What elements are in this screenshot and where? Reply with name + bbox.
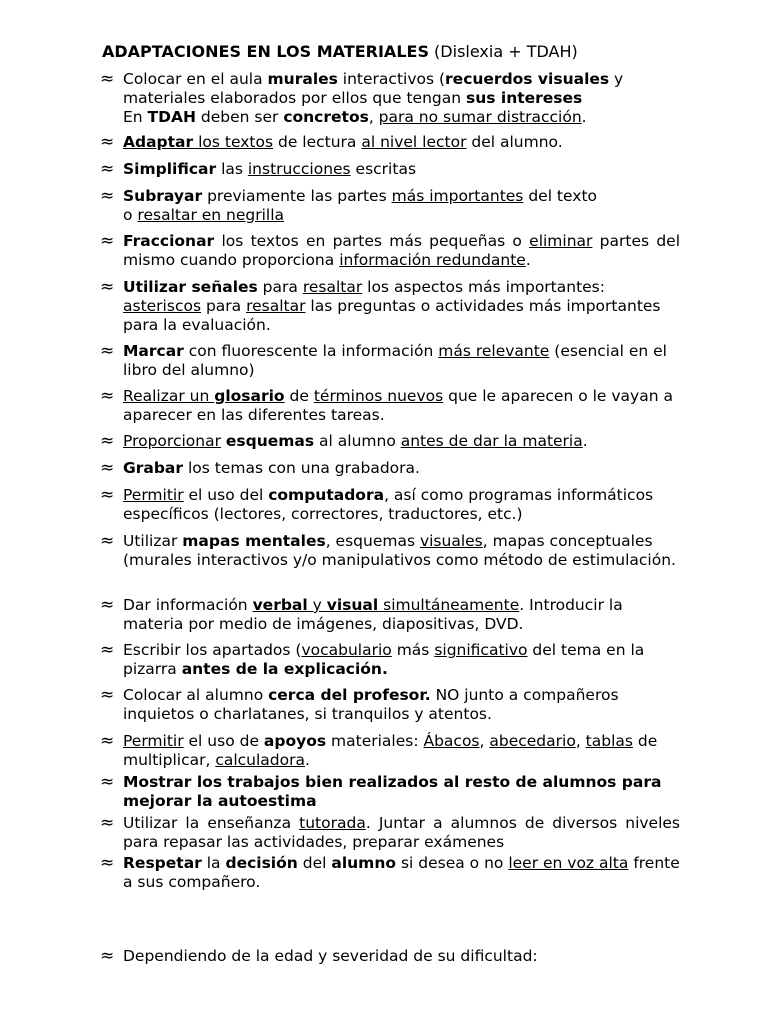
text-run: y materiales elaborados por ellos que tengan [123, 70, 624, 107]
text-run: Colocar en el aula [123, 70, 268, 88]
text-run: Colocar al alumno [123, 686, 269, 704]
text-run: TDAH [147, 108, 196, 126]
text-run: Ábacos [423, 732, 480, 750]
text-run: . [582, 432, 588, 450]
text-run: partes del mismo cuando proporciona [123, 232, 680, 269]
list-item [100, 432, 680, 451]
text-run: los temas con una grabadora. [183, 459, 420, 477]
text-run: más relevante [438, 342, 550, 360]
text-run: . [581, 108, 587, 126]
text-run: tablas [585, 732, 633, 750]
text-run: computadora [268, 486, 385, 504]
text-run: esquemas [225, 432, 315, 450]
text-run: concretos [283, 108, 369, 126]
approx-bullet-icon: ≈ [100, 946, 115, 966]
text-run: resaltar [246, 297, 306, 315]
text-run: materiales: [326, 732, 424, 750]
list-item [100, 160, 680, 179]
text-run: del [297, 854, 332, 872]
text-run: alumno [331, 854, 397, 872]
list-item [100, 596, 680, 634]
text-run: Grabar [123, 459, 184, 477]
text-run: , [368, 108, 379, 126]
text-run: sus intereses [466, 89, 583, 107]
text-run: más [391, 641, 435, 659]
text-run: murales [267, 70, 338, 88]
text-run: más importantes [391, 187, 524, 205]
text-run: escritas [350, 160, 417, 178]
text-run: leer en voz alta [508, 854, 629, 872]
list-item-text [123, 232, 680, 270]
list-item [100, 641, 680, 679]
approx-bullet-icon: ≈ [100, 69, 115, 89]
list-item [100, 732, 680, 770]
list-item-text [123, 70, 680, 127]
approx-bullet-icon: ≈ [100, 772, 115, 792]
approx-bullet-icon: ≈ [100, 277, 115, 297]
list-item [100, 486, 680, 524]
text-run: las preguntas o actividades más importantes para la evaluación. [123, 297, 661, 334]
text-run: Fraccionar [123, 232, 215, 250]
text-run: para [257, 278, 303, 296]
approx-bullet-icon: ≈ [100, 431, 115, 451]
list-item-text [123, 387, 680, 425]
text-run: la [201, 854, 226, 872]
text-run: calculadora [215, 751, 305, 769]
text-run: y [307, 596, 327, 614]
text-run: recuerdos visuales [445, 70, 610, 88]
list-item [100, 133, 680, 152]
list-item [100, 773, 680, 811]
text-run: apoyos [263, 732, 327, 750]
text-run: visual [326, 596, 379, 614]
approx-bullet-icon: ≈ [100, 640, 115, 660]
text-run: , así como programas informáticos específicos (lectores, correctores, traductores, etc.) [123, 486, 654, 523]
list-item-text [123, 342, 680, 380]
text-run: resaltar [302, 278, 363, 296]
text-run: Adaptar [123, 133, 194, 151]
text-run: . [525, 251, 531, 269]
text-run: el uso del [183, 486, 269, 504]
list-item [100, 232, 680, 270]
text-run: Permitir [123, 486, 184, 504]
text-run: asteriscos [123, 297, 202, 315]
list-item-text [123, 133, 680, 152]
text-run: Utilizar la enseñanza [123, 814, 300, 832]
text-run: si desea o no [396, 854, 509, 872]
list-item [100, 947, 680, 966]
text-run: Utilizar [123, 532, 183, 550]
text-run: vocabulario [301, 641, 392, 659]
text-run: , [575, 732, 586, 750]
text-run: al nivel lector [361, 133, 467, 151]
list-item-text [123, 947, 680, 966]
text-run: Dar información [123, 596, 253, 614]
text-run: tutorada [299, 814, 366, 832]
list-item-text [123, 187, 680, 225]
text-run: para no sumar distracción [378, 108, 582, 126]
list-item-text [123, 732, 680, 770]
list-item-text [123, 160, 680, 179]
text-run: Marcar [123, 342, 184, 360]
approx-bullet-icon: ≈ [100, 485, 115, 505]
text-run: información redundante [339, 251, 526, 269]
document-title [102, 42, 578, 61]
approx-bullet-icon: ≈ [100, 341, 115, 361]
list-item [100, 278, 680, 335]
text-run: , mapas conceptuales (murales interactivos y/o manipulativos como método de estimulación. [123, 532, 676, 569]
approx-bullet-icon: ≈ [100, 159, 115, 179]
text-run: de multiplicar, [123, 732, 658, 769]
text-run: previamente las partes [202, 187, 392, 205]
text-run: o [123, 206, 138, 224]
title-sub: (Dislexia + TDAH) [428, 42, 578, 61]
approx-bullet-icon: ≈ [100, 132, 115, 152]
text-run: (esencial en el libro del alumno) [123, 342, 667, 379]
text-run: simultáneamente [378, 596, 520, 614]
list-item-text [123, 596, 680, 634]
text-run: los aspectos más importantes: [362, 278, 605, 296]
list-item [100, 342, 680, 380]
list-item-text [123, 686, 680, 724]
text-run: Proporcionar [123, 432, 221, 450]
text-run: mapas mentales [182, 532, 326, 550]
list-item-text [123, 641, 680, 679]
text-run: con fluorescente la información [183, 342, 439, 360]
text-run: Utilizar señales [123, 278, 258, 296]
approx-bullet-icon: ≈ [100, 386, 115, 406]
text-run: antes de la explicación. [181, 660, 388, 678]
list-item [100, 387, 680, 425]
approx-bullet-icon: ≈ [100, 595, 115, 615]
text-run: decisión [225, 854, 298, 872]
text-run: , [479, 732, 490, 750]
text-run: de lectura [273, 133, 362, 151]
text-run: En [123, 108, 148, 126]
text-run: al alumno [314, 432, 401, 450]
text-run: deben ser [195, 108, 284, 126]
text-run: resaltar en negrilla [137, 206, 285, 224]
list-item-text [123, 278, 680, 335]
text-run: antes de dar la materia [400, 432, 583, 450]
approx-bullet-icon: ≈ [100, 853, 115, 873]
list-item-text [123, 854, 680, 892]
list-item [100, 187, 680, 225]
list-item [100, 854, 680, 892]
text-run: Simplificar [123, 160, 217, 178]
text-run: abecedario [489, 732, 576, 750]
list-item [100, 70, 680, 127]
text-run: interactivos ( [337, 70, 446, 88]
text-run: los textos en partes más pequeñas o [214, 232, 530, 250]
text-run: términos nuevos [313, 387, 444, 405]
list-item-text [123, 459, 680, 478]
text-run: instrucciones [247, 160, 351, 178]
list-item-text [123, 486, 680, 524]
text-run: glosario [214, 387, 285, 405]
text-run: para [201, 297, 247, 315]
text-run: , esquemas [325, 532, 420, 550]
approx-bullet-icon: ≈ [100, 813, 115, 833]
title-main: ADAPTACIONES EN LOS MATERIALES [102, 42, 429, 61]
list-item [100, 532, 680, 570]
text-run: . Introducir la materia por medio de imágenes, diapositivas, DVD. [123, 596, 623, 633]
text-run: Escribir los apartados ( [123, 641, 302, 659]
text-run: visuales [419, 532, 483, 550]
approx-bullet-icon: ≈ [100, 685, 115, 705]
approx-bullet-icon: ≈ [100, 531, 115, 551]
text-run: Dependiendo de la edad y severidad de su dificultad: [123, 947, 538, 965]
text-run: eliminar [529, 232, 593, 250]
text-run: Respetar [123, 854, 202, 872]
text-run: . Juntar a alumnos de diversos niveles para repasar las actividades, preparar exámenes [123, 814, 681, 851]
text-run: Subrayar [123, 187, 203, 205]
text-run: el uso de [183, 732, 264, 750]
text-run: frente a sus compañero. [123, 854, 680, 891]
text-run: . [304, 751, 310, 769]
list-item-text [123, 532, 680, 570]
text-run: verbal [252, 596, 308, 614]
text-run: del texto [523, 187, 598, 205]
approx-bullet-icon: ≈ [100, 458, 115, 478]
text-run: Realizar un [123, 387, 215, 405]
text-run: que le aparecen o le vayan a aparecer en las diferentes tareas. [123, 387, 673, 424]
text-run: Mostrar los trabajos bien realizados al resto de alumnos para mejorar la autoestima [123, 773, 662, 810]
list-item [100, 459, 680, 478]
text-run: cerca del profesor. [268, 686, 431, 704]
text-run: los textos [193, 133, 274, 151]
text-run: significativo [434, 641, 528, 659]
text-run: del tema en la pizarra [123, 641, 645, 678]
text-run: las [216, 160, 248, 178]
approx-bullet-icon: ≈ [100, 731, 115, 751]
text-run: Permitir [123, 732, 184, 750]
text-run: del alumno. [466, 133, 563, 151]
list-item-text [123, 773, 680, 811]
text-run: de [284, 387, 314, 405]
list-item [100, 814, 680, 852]
list-item-text [123, 432, 680, 451]
approx-bullet-icon: ≈ [100, 186, 115, 206]
list-item [100, 686, 680, 724]
approx-bullet-icon: ≈ [100, 231, 115, 251]
text-run: NO junto a compañeros inquietos o charlatanes, si tranquilos y atentos. [123, 686, 619, 723]
list-item-text [123, 814, 680, 852]
